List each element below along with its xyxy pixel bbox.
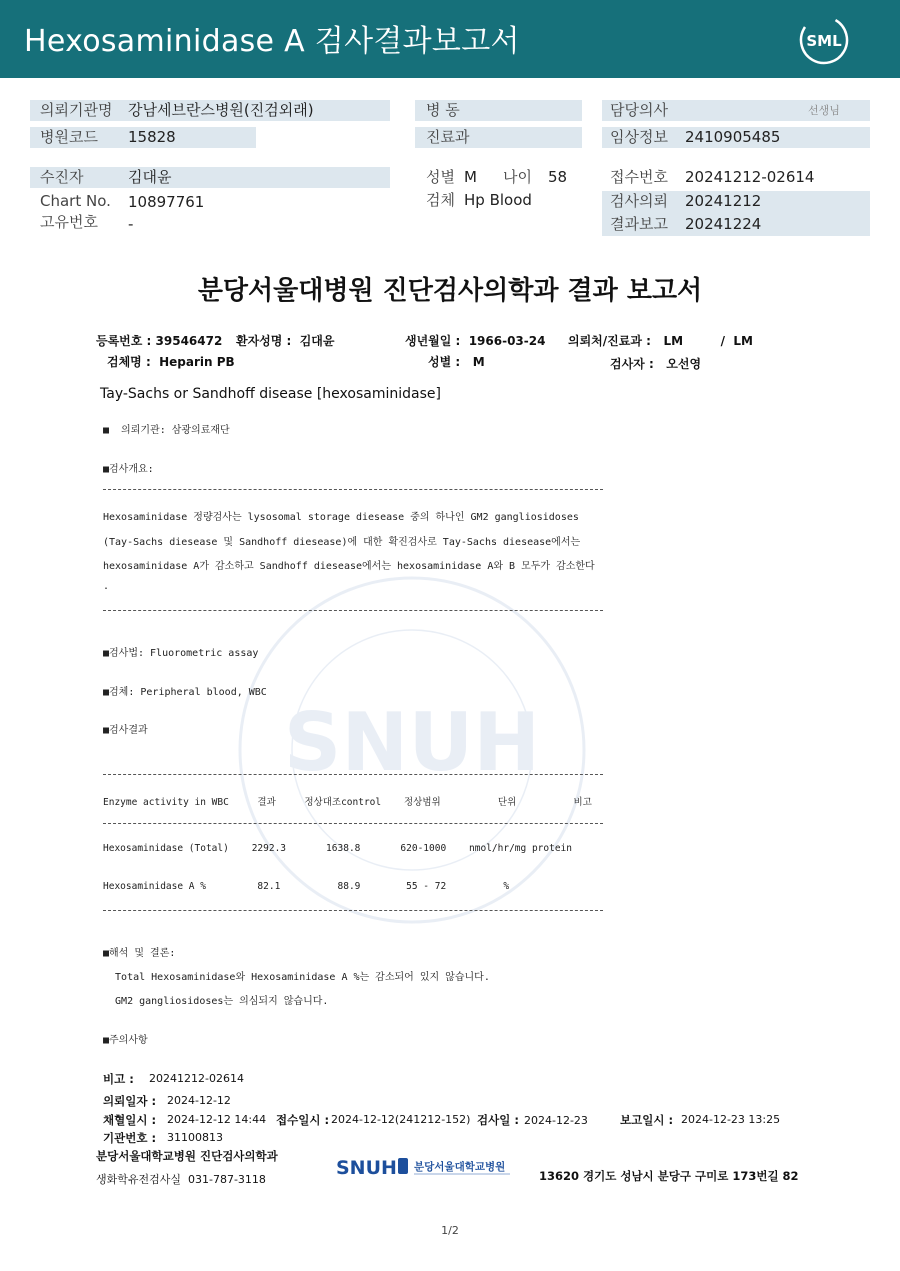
receipt-label: 접수번호 bbox=[610, 168, 668, 186]
client-value: 강남세브란스병원(진검외래) bbox=[128, 101, 314, 119]
header-title: Hexosaminidase A 검사결과보고서 bbox=[24, 24, 520, 59]
specimen-label: 검체 bbox=[426, 191, 455, 209]
receive-value: 2024-12-12(241212-152) bbox=[331, 1113, 471, 1126]
report-value: 20241224 bbox=[685, 215, 762, 233]
report-date-value: 2024-12-23 13:25 bbox=[681, 1113, 781, 1126]
snuh-logo bbox=[336, 1154, 516, 1180]
test-day-value: 2024-12-23 bbox=[524, 1114, 588, 1127]
institution-no-value: 31100813 bbox=[167, 1131, 223, 1144]
note-label: 비고 : bbox=[103, 1072, 134, 1086]
clinical-value: 2410905485 bbox=[685, 128, 781, 146]
request-label: 검사의뢰 bbox=[610, 192, 668, 210]
draw-label: 채혈일시 : bbox=[103, 1113, 157, 1127]
code-label: 병원코드 bbox=[40, 128, 98, 146]
test-day-label: 검사일 : bbox=[477, 1113, 519, 1127]
divider bbox=[103, 910, 603, 911]
snuh-logo-text: SNUH bbox=[336, 1157, 397, 1179]
patient-value: 김대윤 bbox=[128, 168, 172, 186]
ward-label: 병 동 bbox=[426, 101, 460, 119]
test-name: Tay-Sachs or Sandhoff disease [hexosaminidase] bbox=[100, 386, 441, 402]
divider bbox=[103, 774, 603, 775]
interpretation-heading: ■해석 및 결론: bbox=[103, 948, 176, 959]
unique-label: 고유번호 bbox=[40, 213, 98, 231]
request-date-label: 의뢰일자 : bbox=[103, 1094, 157, 1108]
institution-no-label: 기관번호 : bbox=[103, 1131, 157, 1145]
sml-logo-text: SML bbox=[806, 32, 842, 50]
report-date-label: 보고일시 : bbox=[620, 1113, 674, 1127]
sex-value: M bbox=[464, 168, 477, 186]
code-value: 15828 bbox=[128, 128, 176, 146]
sex-label: 성별 bbox=[426, 168, 455, 186]
specimen-value: Hp Blood bbox=[464, 191, 532, 209]
receive-label: 접수일시 : bbox=[276, 1113, 330, 1127]
report-title: 분당서울대병원 진단검사의학과 결과 보고서 bbox=[197, 276, 703, 306]
unique-value: - bbox=[128, 215, 134, 233]
draw-value: 2024-12-12 14:44 bbox=[167, 1113, 267, 1126]
overview-heading: ■검사개요: bbox=[103, 464, 154, 475]
request-value: 20241212 bbox=[685, 192, 762, 210]
birth-date: 생년월일 : 1966-03-24 bbox=[405, 334, 546, 348]
overview-line: hexosaminidase A가 감소하고 Sandhoff diesease에서는 hexosaminidase A와 B 모두가 감소한다 bbox=[103, 561, 595, 572]
result-row: Hexosaminidase (Total) 2292.3 1638.8 620-1000 nmol/hr/mg protein bbox=[103, 843, 572, 854]
report-label: 결과보고 bbox=[610, 215, 668, 233]
interpretation-line: Total Hexosaminidase와 Hexosaminidase A %는 감소되어 있지 않습니다. bbox=[103, 972, 490, 983]
age-label: 나이 bbox=[503, 168, 532, 186]
note-value: 20241212-02614 bbox=[149, 1072, 244, 1085]
method: ■검사법: Fluorometric assay bbox=[103, 648, 259, 659]
doctor-label: 담당의사 bbox=[610, 101, 668, 119]
department-name: 분당서울대학교병원 진단검사의학과 bbox=[96, 1149, 278, 1163]
divider bbox=[103, 610, 603, 611]
snuh-logo-underline bbox=[414, 1173, 510, 1175]
ref-institution: ■ 의뢰기관: 삼광의료재단 bbox=[103, 425, 230, 436]
specimen-section: ■검체: Peripheral blood, WBC bbox=[103, 687, 267, 698]
request-date-value: 2024-12-12 bbox=[167, 1094, 231, 1107]
examiner: 검사자 : 오선영 bbox=[610, 357, 702, 371]
age-value: 58 bbox=[548, 168, 568, 186]
address: 13620 경기도 성남시 분당구 구미로 173번길 82 bbox=[539, 1169, 799, 1183]
interpretation-line: GM2 gangliosidoses는 의심되지 않습니다. bbox=[103, 996, 329, 1007]
result-row: Hexosaminidase A % 82.1 88.9 55 - 72 % bbox=[103, 881, 510, 892]
result-table-header: Enzyme activity in WBC 결과 정상대조control 정상범위 단위 비고 bbox=[103, 797, 592, 808]
watermark-text: SNUH bbox=[283, 696, 541, 789]
snuh-emblem-icon bbox=[398, 1158, 408, 1174]
patient-label: 수진자 bbox=[40, 168, 84, 186]
snuh-watermark bbox=[232, 570, 592, 930]
chart-label: Chart No. bbox=[40, 192, 111, 210]
client-label: 의뢰기관명 bbox=[40, 101, 113, 119]
referrer: 의뢰처/진료과 : LM / LM bbox=[568, 334, 753, 348]
specimen-name: 검체명 : Heparin PB bbox=[107, 355, 235, 369]
overview-line: . bbox=[103, 581, 110, 592]
chart-value: 10897761 bbox=[128, 193, 205, 211]
field-bar bbox=[30, 167, 390, 188]
reg-no: 등록번호 : 39546472 bbox=[96, 334, 223, 348]
result-heading: ■검사결과 bbox=[103, 725, 148, 736]
sex-meta: 성별 : M bbox=[428, 355, 485, 369]
patient-name: 환자성명 : 김대윤 bbox=[236, 334, 335, 348]
caution-heading: ■주의사항 bbox=[103, 1035, 148, 1046]
sml-logo bbox=[798, 14, 850, 66]
clinical-label: 임상정보 bbox=[610, 128, 668, 146]
snuh-logo-kr: 분당서울대학교병원 bbox=[414, 1161, 506, 1173]
receipt-value: 20241212-02614 bbox=[685, 168, 815, 186]
lab-phone: 생화학유전검사실 031-787-3118 bbox=[96, 1173, 266, 1186]
report-header bbox=[0, 0, 900, 78]
overview-line: (Tay-Sachs diesease 및 Sandhoff diesease)에 대한 확진검사로 Tay-Sachs diesease에서는 bbox=[103, 537, 581, 548]
doctor-suffix: 선생님 bbox=[808, 104, 840, 117]
divider bbox=[103, 489, 603, 490]
page-number: 1/2 bbox=[441, 1224, 459, 1237]
overview-line: Hexosaminidase 정량검사는 lysosomal storage diesease 중의 하나인 GM2 gangliosidoses bbox=[103, 512, 579, 523]
divider bbox=[103, 823, 603, 824]
dept-label: 진료과 bbox=[426, 128, 470, 146]
